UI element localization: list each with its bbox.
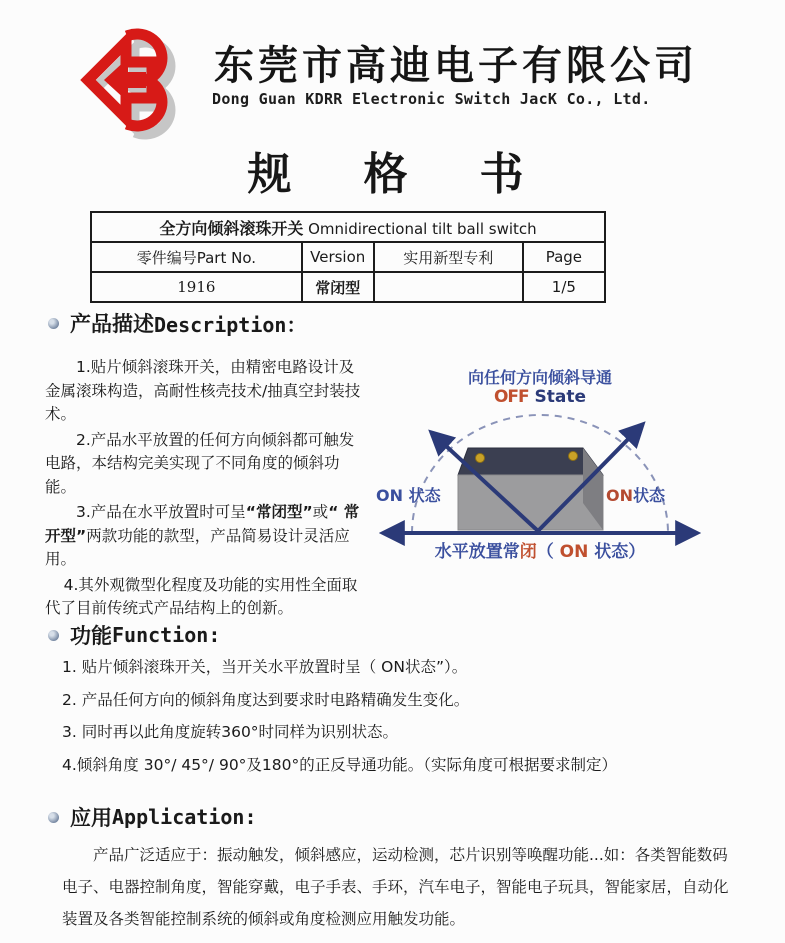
section-bullet-icon bbox=[48, 812, 59, 823]
on-right-word: ON bbox=[606, 486, 633, 505]
description-p1: 1.贴片倾斜滚珠开关，由精密电路设计及金属滚珠构造，高耐性核壳技术/抽真空封装技术。 bbox=[45, 358, 361, 424]
off-word: OFF bbox=[493, 387, 529, 407]
table-row bbox=[91, 272, 605, 302]
function-item-1: 1. 贴片倾斜滚珠开关，当开关水平放置时呈（ ON状态”）。 bbox=[62, 658, 468, 676]
bottom-d: ON bbox=[559, 542, 589, 562]
product-title-cn: 全方向倾斜滚珠开关 bbox=[159, 218, 304, 238]
description-p3-b: “常闭型” bbox=[245, 503, 313, 522]
description-heading-cn: 产品描述 bbox=[70, 312, 154, 336]
on-left-word: ON bbox=[376, 486, 403, 505]
application-paragraph: 产品广泛适应于：振动触发，倾斜感应，运动检测，芯片识别等唤醒功能...如：各类智能数码电子、电器控制角度，智能穿戴，电子手表、手环，汽车电子，智能电子玩具，智能家居，自动化装置及各类智能控制系统的倾斜或角度检测应用触发功能。 bbox=[62, 846, 729, 928]
diagram-on-right-label bbox=[606, 483, 665, 506]
function-item-2: 2. 产品任何方向的倾斜角度达到要求时电路精确发生变化。 bbox=[62, 690, 470, 709]
description-p3 bbox=[45, 501, 368, 572]
header-page: Page bbox=[523, 242, 605, 272]
diagram-bottom-label bbox=[370, 537, 710, 562]
section-application-heading bbox=[48, 802, 257, 832]
value-patent bbox=[374, 272, 523, 302]
product-title-en: Omnidirectional tilt ball switch bbox=[303, 219, 537, 238]
value-version: 常闭型 bbox=[302, 272, 374, 302]
bottom-a: 水平放置常 bbox=[434, 542, 520, 562]
section-bullet-icon bbox=[48, 630, 59, 641]
spec-table bbox=[90, 211, 606, 303]
header-patent: 实用新型专利 bbox=[374, 242, 523, 272]
description-p3-c: 或 bbox=[312, 503, 329, 522]
function-heading-cn: 功能 bbox=[70, 624, 112, 648]
description-p3-a: 3.产品在水平放置时可呈 bbox=[76, 503, 246, 522]
on-left-rest: 状态 bbox=[403, 486, 441, 505]
bottom-e: 状态） bbox=[588, 542, 646, 562]
document-title: 规 格 书 bbox=[247, 149, 538, 200]
bottom-b: 闭 bbox=[519, 542, 537, 562]
table-row bbox=[91, 212, 605, 242]
diagram-on-left-label bbox=[376, 483, 441, 506]
header-version: Version bbox=[302, 242, 374, 272]
tilt-switch-diagram bbox=[370, 363, 710, 598]
section-function-heading bbox=[48, 620, 220, 650]
description-p2: 2.产品水平放置的任何方向倾斜都可触发电路，本结构完美实现了不同角度的倾斜功能。 bbox=[45, 430, 355, 496]
function-item-3: 3. 同时再以此角度旋转360°时同样为识别状态。 bbox=[62, 723, 399, 742]
application-heading-en: Application: bbox=[112, 805, 257, 829]
bottom-c: （ bbox=[536, 542, 560, 562]
section-bullet-icon bbox=[48, 318, 59, 329]
description-p3-d: “ 常开型” bbox=[45, 503, 360, 545]
terminal-dot-right bbox=[569, 452, 578, 461]
function-heading-en: Function: bbox=[112, 623, 221, 647]
description-p3-e: 两款功能的款型，产品简易设计灵活应用。 bbox=[45, 526, 350, 569]
description-text-column bbox=[45, 356, 368, 623]
value-part-no: 1916 bbox=[91, 272, 302, 302]
terminal-dot-left bbox=[476, 454, 485, 463]
table-row bbox=[91, 242, 605, 272]
function-item-4: 4.倾斜角度 30°/ 45°/ 90°及180°的正反导通功能。（实际角度可根据要求制定） bbox=[62, 755, 618, 774]
value-page: 1/5 bbox=[523, 272, 605, 302]
diagram-top-label: 向任何方向倾斜导通 bbox=[467, 368, 612, 387]
description-heading-en: Description： bbox=[154, 312, 307, 337]
description-p4: 4.其外观微型化程度及功能的实用性全面取代了目前传统式产品结构上的创新。 bbox=[45, 575, 358, 618]
diagram-off-state-label bbox=[370, 387, 710, 407]
company-name-cn: 东莞市高迪电子有限公司 bbox=[214, 43, 698, 89]
product-title-cell bbox=[91, 212, 605, 242]
header-part-no: 零件编号Part No. bbox=[91, 242, 302, 272]
company-logo-icon bbox=[80, 22, 208, 140]
state-word: State bbox=[528, 387, 587, 407]
function-list bbox=[62, 655, 702, 785]
application-heading-cn: 应用 bbox=[70, 806, 112, 830]
arrow-b-logo-icon bbox=[80, 22, 208, 140]
company-name-en: Dong Guan KDRR Electronic Switch JacK Co., Ltd. bbox=[212, 90, 651, 108]
section-description-heading bbox=[48, 308, 306, 338]
on-right-rest: 状态 bbox=[633, 486, 666, 505]
